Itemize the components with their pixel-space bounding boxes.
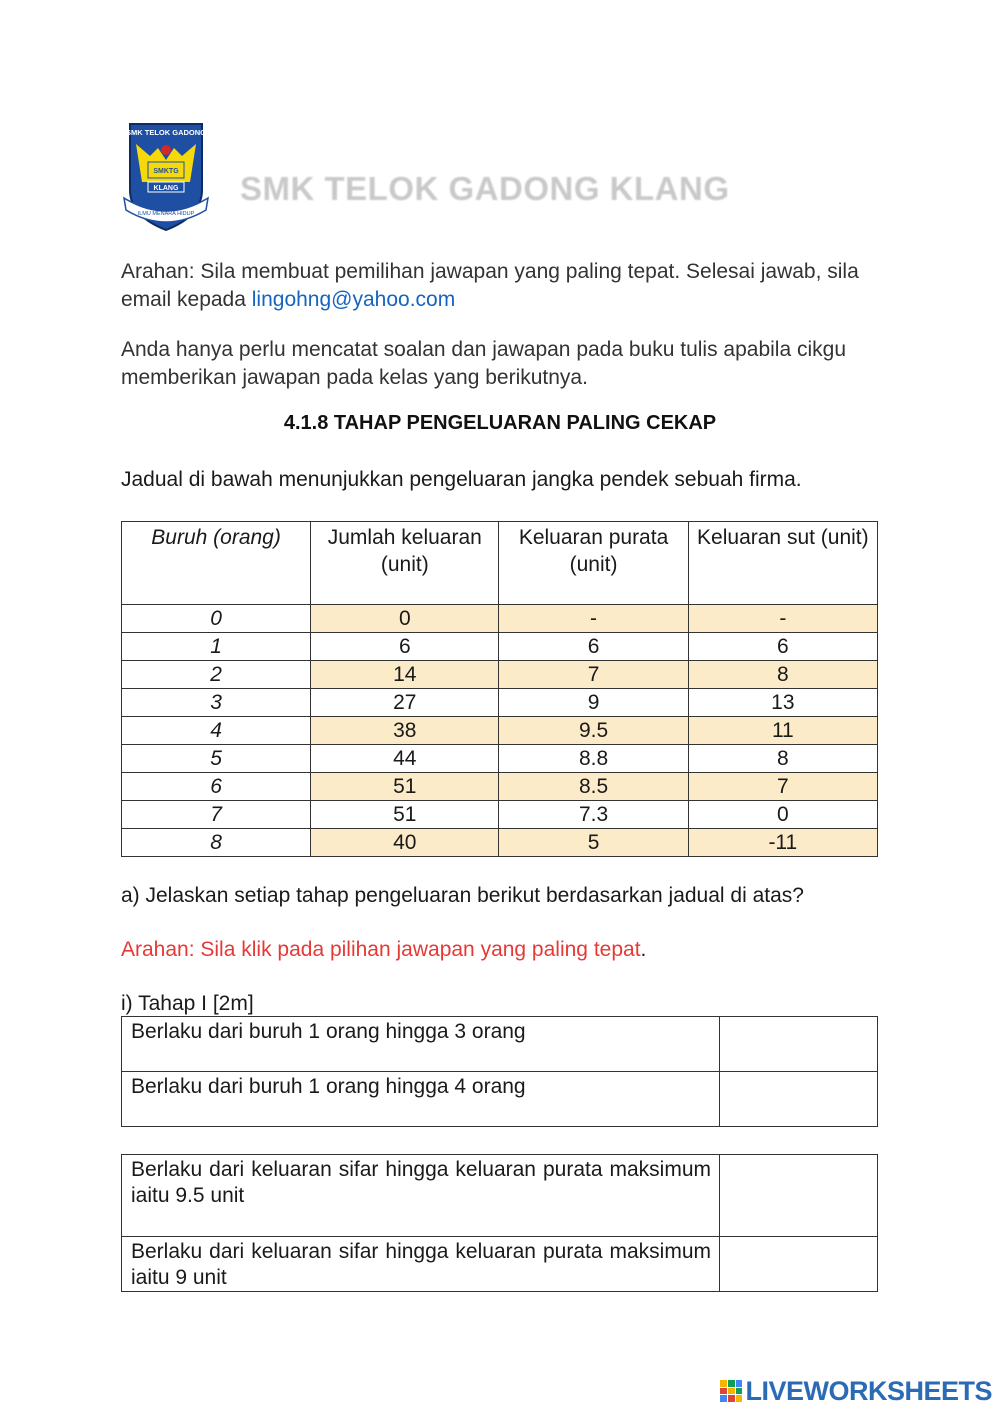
cell-purata: 7 xyxy=(499,661,688,689)
cell-jumlah: 51 xyxy=(311,773,499,801)
cell-buruh: 1 xyxy=(122,633,311,661)
cell-jumlah: 38 xyxy=(311,717,499,745)
liveworksheets-brand: LIVEWORKSHEETS xyxy=(745,1375,992,1406)
liveworksheets-grid-icon xyxy=(720,1380,742,1402)
options-group-1 xyxy=(121,1016,878,1127)
cell-purata: 8.8 xyxy=(499,745,688,773)
cell-buruh: 6 xyxy=(122,773,311,801)
table-row xyxy=(122,829,878,857)
sub-question-tahap-1: i) Tahap I [2m] xyxy=(121,992,254,1015)
cell-jumlah: 14 xyxy=(311,661,499,689)
cell-buruh: 3 xyxy=(122,689,311,717)
cell-sut: 11 xyxy=(688,717,877,745)
cell-sut: 6 xyxy=(688,633,877,661)
click-instruction-text: Arahan: Sila klik pada pilihan jawapan yang paling tepat xyxy=(121,938,641,961)
cell-sut: 13 xyxy=(688,689,877,717)
cell-purata: 9 xyxy=(499,689,688,717)
school-name: SMK TELOK GADONG KLANG xyxy=(240,170,730,207)
header-keluaran-purata: Keluaran purata (unit) xyxy=(499,522,688,605)
cell-buruh: 8 xyxy=(122,829,311,857)
option-row[interactable] xyxy=(122,1017,878,1072)
table-row xyxy=(122,661,878,689)
cell-jumlah: 40 xyxy=(311,829,499,857)
cell-sut: 0 xyxy=(688,801,877,829)
option-text: Berlaku dari buruh 1 orang hingga 4 orang xyxy=(122,1072,720,1127)
cell-buruh: 2 xyxy=(122,661,311,689)
table-row xyxy=(122,801,878,829)
cell-purata: 5 xyxy=(499,829,688,857)
answer-box[interactable] xyxy=(720,1155,878,1237)
crest-top-text: SMK TELOK GADONG xyxy=(126,128,206,137)
email-link[interactable]: lingohng@yahoo.com xyxy=(251,288,456,311)
cell-jumlah: 44 xyxy=(311,745,499,773)
cell-buruh: 5 xyxy=(122,745,311,773)
option-text: Berlaku dari keluaran sifar hingga keluaran purata maksimum iaitu 9.5 unit xyxy=(122,1155,720,1237)
table-row xyxy=(122,605,878,633)
header-buruh: Buruh (orang) xyxy=(122,522,311,605)
cell-sut: 7 xyxy=(688,773,877,801)
option-text: Berlaku dari keluaran sifar hingga keluaran purata maksimum iaitu 9 unit xyxy=(122,1237,720,1292)
cell-sut: - xyxy=(688,605,877,633)
cell-purata: - xyxy=(499,605,688,633)
table-header-row xyxy=(122,522,878,605)
instruction-paragraph-2: Anda hanya perlu mencatat soalan dan jawapan pada buku tulis apabila cikgu memberikan jawapan pada kelas yang berikutnya. xyxy=(121,338,847,389)
instruction-text: Arahan: Sila membuat pemilihan jawapan yang paling tepat. Selesai jawab, sila email kepada xyxy=(121,260,859,311)
table-row xyxy=(122,773,878,801)
cell-purata: 8.5 xyxy=(499,773,688,801)
header-jumlah-keluaran: Jumlah keluaran (unit) xyxy=(311,522,499,605)
cell-buruh: 7 xyxy=(122,801,311,829)
table-row xyxy=(122,689,878,717)
cell-buruh: 4 xyxy=(122,717,311,745)
table-row xyxy=(122,633,878,661)
click-instruction-period: . xyxy=(640,938,647,961)
cell-purata: 7.3 xyxy=(499,801,688,829)
option-row[interactable] xyxy=(122,1072,878,1127)
cell-jumlah: 0 xyxy=(311,605,499,633)
cell-purata: 6 xyxy=(499,633,688,661)
school-crest-logo xyxy=(120,120,212,232)
crest-center-text: SMKTG xyxy=(153,168,179,175)
table-intro: Jadual di bawah menunjukkan pengeluaran jangka pendek sebuah firma. xyxy=(121,468,802,491)
instruction-paragraph-1 xyxy=(121,258,881,314)
option-row[interactable] xyxy=(122,1155,878,1237)
answer-box[interactable] xyxy=(720,1072,878,1127)
click-instruction xyxy=(121,936,881,964)
cell-purata: 9.5 xyxy=(499,717,688,745)
section-title: 4.1.8 TAHAP PENGELUARAN PALING CEKAP xyxy=(283,412,717,434)
crest-ribbon-text: KLANG xyxy=(153,185,179,192)
table-row xyxy=(122,717,878,745)
cell-jumlah: 6 xyxy=(311,633,499,661)
answer-box[interactable] xyxy=(720,1017,878,1072)
answer-box[interactable] xyxy=(720,1237,878,1292)
cell-sut: -11 xyxy=(688,829,877,857)
table-row xyxy=(122,745,878,773)
liveworksheets-logo xyxy=(720,1377,992,1405)
cell-jumlah: 51 xyxy=(311,801,499,829)
options-group-2 xyxy=(121,1154,878,1292)
crest-motto: ILMU MENARA HIDUP xyxy=(137,211,195,217)
option-text: Berlaku dari buruh 1 orang hingga 3 orang xyxy=(122,1017,720,1072)
question-a: a) Jelaskan setiap tahap pengeluaran berikut berdasarkan jadual di atas? xyxy=(121,884,804,907)
cell-jumlah: 27 xyxy=(311,689,499,717)
option-row[interactable] xyxy=(122,1237,878,1292)
production-table xyxy=(121,521,878,857)
cell-sut: 8 xyxy=(688,745,877,773)
cell-buruh: 0 xyxy=(122,605,311,633)
header-keluaran-sut: Keluaran sut (unit) xyxy=(688,522,877,605)
cell-sut: 8 xyxy=(688,661,877,689)
